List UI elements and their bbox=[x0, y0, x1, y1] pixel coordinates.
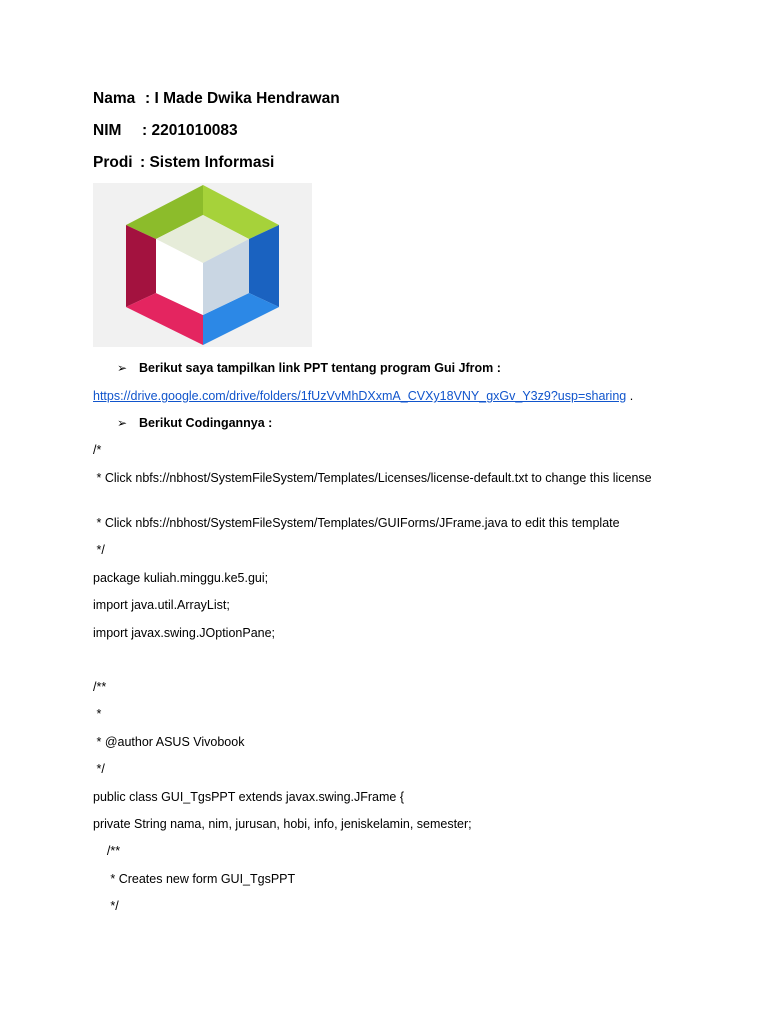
drive-link-line bbox=[93, 388, 633, 404]
prodi-label: Prodi bbox=[93, 154, 133, 171]
code-line: * Click nbfs://nbhost/SystemFileSystem/Templates/Licenses/license-default.txt to change this license bbox=[93, 471, 652, 485]
netbeans-cube-logo-icon bbox=[93, 183, 312, 347]
nim-label: NIM bbox=[93, 122, 122, 139]
bullet-link-text: Berikut saya tampilkan link PPT tentang program Gui Jfrom : bbox=[139, 361, 501, 375]
nama-value: : I Made Dwika Hendrawan bbox=[145, 90, 340, 107]
code-line: * bbox=[93, 707, 102, 721]
nama-label: Nama bbox=[93, 90, 136, 107]
code-line: */ bbox=[93, 762, 105, 776]
bullet-arrow-icon: ➢ bbox=[117, 361, 128, 375]
student-nim-line bbox=[93, 121, 238, 141]
code-line: * Creates new form GUI_TgsPPT bbox=[93, 872, 296, 886]
bullet-code-intro bbox=[117, 415, 272, 431]
prodi-value: : Sistem Informasi bbox=[140, 154, 275, 171]
netbeans-logo-image bbox=[93, 183, 312, 347]
code-line: * @author ASUS Vivobook bbox=[93, 735, 245, 749]
google-drive-link[interactable]: https://drive.google.com/drive/folders/1fUzVvMhDXxmA_CVXy18VNY_gxGv_Y3z9?usp=sharing bbox=[93, 389, 627, 403]
code-line: */ bbox=[93, 543, 105, 557]
code-line: /* bbox=[93, 443, 102, 457]
student-name-line bbox=[93, 89, 340, 109]
code-line: /** bbox=[93, 680, 107, 694]
code-line: public class GUI_TgsPPT extends javax.swing.JFrame { bbox=[93, 790, 405, 804]
code-line: * Click nbfs://nbhost/SystemFileSystem/Templates/GUIForms/JFrame.java to edit this template bbox=[93, 516, 620, 530]
code-line: */ bbox=[93, 899, 119, 913]
bullet-code-text: Berikut Codingannya : bbox=[139, 416, 273, 430]
code-line: private String nama, nim, jurusan, hobi, info, jeniskelamin, semester; bbox=[93, 817, 472, 831]
code-line: package kuliah.minggu.ke5.gui; bbox=[93, 571, 269, 585]
logo-face-l bbox=[126, 225, 156, 307]
code-line: import javax.swing.JOptionPane; bbox=[93, 626, 276, 640]
student-prodi-line bbox=[93, 153, 274, 173]
link-trailing-dot: . bbox=[626, 389, 634, 403]
code-line: import java.util.ArrayList; bbox=[93, 598, 230, 612]
bullet-arrow-icon: ➢ bbox=[117, 416, 128, 430]
logo-face-r bbox=[249, 225, 279, 307]
code-line: /** bbox=[93, 844, 121, 858]
nim-value: : 2201010083 bbox=[142, 122, 238, 139]
bullet-link-intro bbox=[117, 360, 501, 376]
